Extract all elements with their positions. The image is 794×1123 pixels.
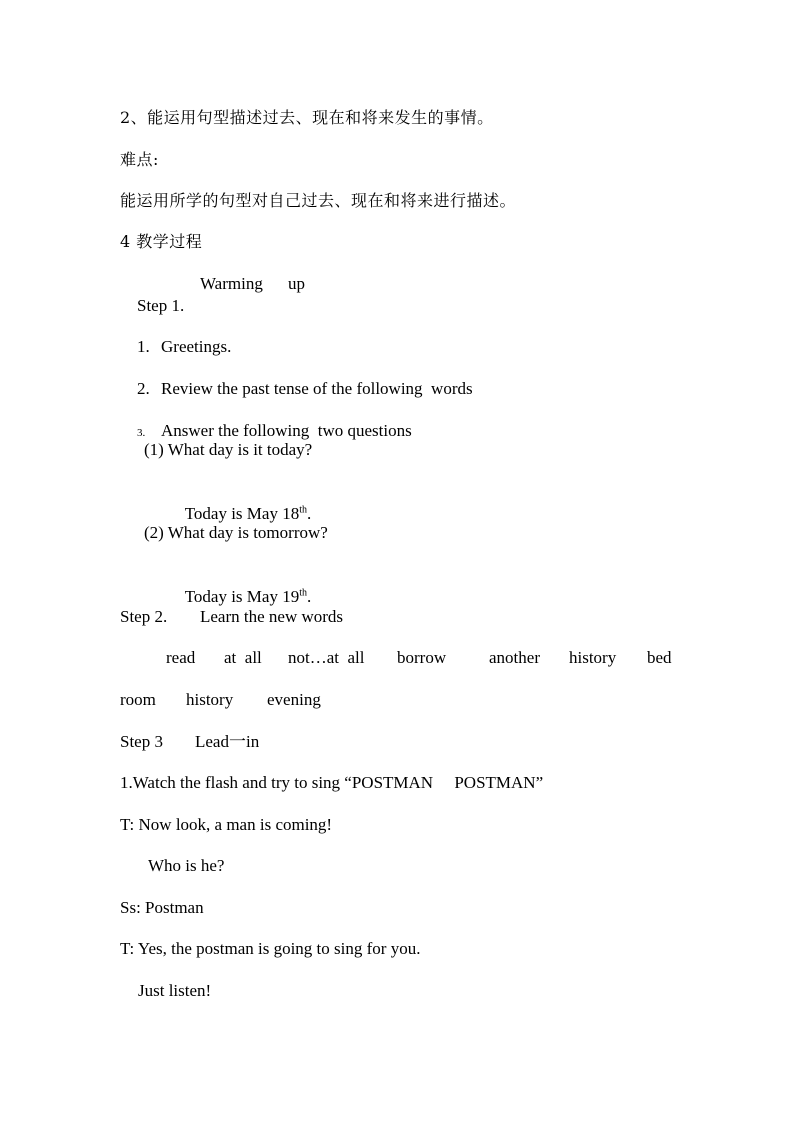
difficulty-heading: 难点: [120, 150, 159, 169]
objective-line-2: 2、能运用句型描述过去、现在和将来发生的事情。 [120, 108, 494, 127]
dialogue-line: Ss: Postman [120, 898, 204, 917]
step1-word: up [288, 274, 305, 293]
question-2: (2) What day is tomorrow? [144, 523, 328, 542]
dialogue-line: Just listen! [138, 981, 212, 1000]
vocab-word: bed [647, 648, 672, 667]
question-1: (1) What day is it today? [144, 440, 313, 459]
step2-title: Learn the new words [200, 607, 344, 626]
vocab-word: read [166, 648, 196, 667]
difficulty-text: 能运用所学的句型对自己过去、现在和将来进行描述。 [120, 191, 517, 210]
dialogue-line: T: Yes, the postman is going to sing for you. [120, 939, 421, 958]
step1-label: Step 1. [137, 296, 185, 315]
step3-title: Lead一in [195, 732, 260, 751]
list-item: 1. Greetings. [137, 337, 232, 356]
vocab-word: evening [267, 690, 321, 709]
list-item: 3. Answer the following two questions [137, 421, 412, 440]
vocab-word: history [569, 648, 617, 667]
vocab-word: history [186, 690, 234, 709]
vocab-word: borrow [397, 648, 447, 667]
vocab-word: not…at all [288, 648, 365, 667]
dialogue-line: Who is he? [148, 856, 225, 875]
vocab-word: at all [224, 648, 262, 667]
section-heading-teaching-process: 4 教学过程 [120, 232, 203, 251]
answer-2: Today is May 19th. [184, 587, 312, 606]
answer-1: Today is May 18th. [184, 504, 312, 523]
vocab-word: room [120, 690, 156, 709]
step2-label: Step 2. [120, 607, 168, 626]
activity-line: 1.Watch the flash and try to sing “POSTMAN POSTMAN” [120, 773, 544, 792]
dialogue-line: T: Now look, a man is coming! [120, 815, 333, 834]
step1-word: Warming [200, 274, 263, 293]
list-item: 2. Review the past tense of the following words [137, 379, 473, 398]
vocab-word: another [489, 648, 540, 667]
step3-label: Step 3 [120, 732, 163, 751]
